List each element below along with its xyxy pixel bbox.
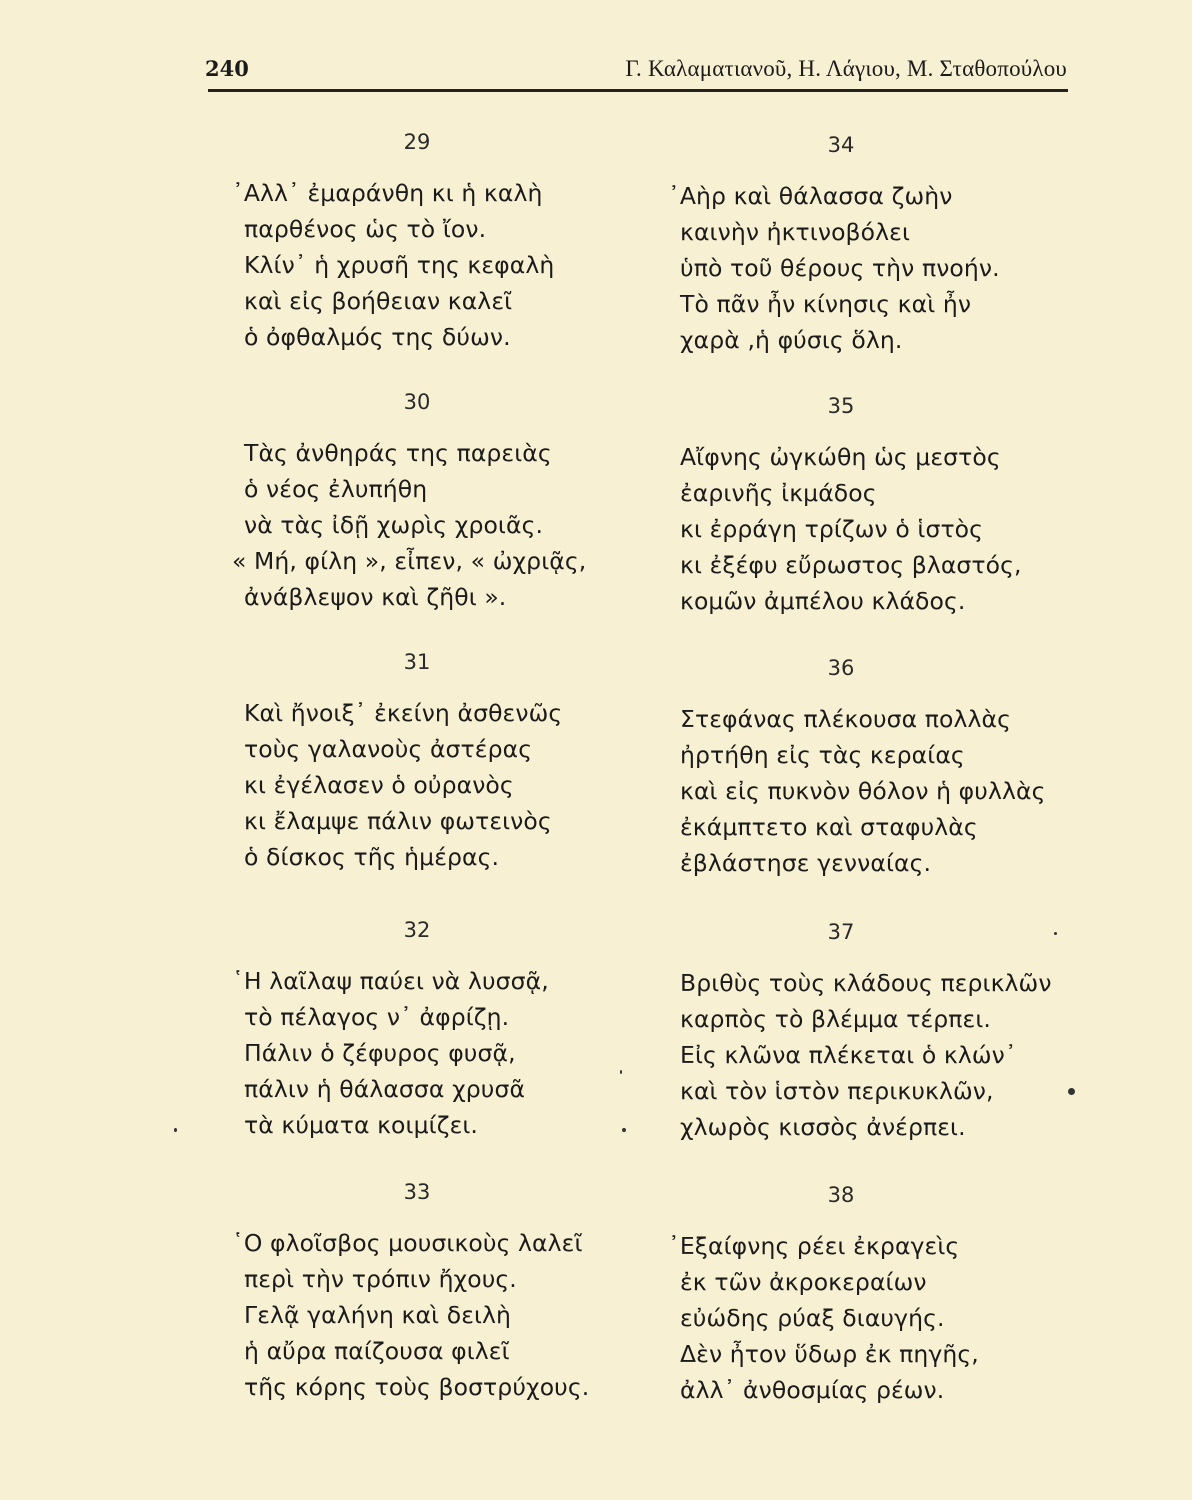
verse-line: Τὰς ἀνθηράς της παρειὰς [244, 439, 552, 467]
verse-line: καινὴν ἠκτινοβόλει [680, 218, 910, 246]
verse-line: καρπὸς τὸ βλέμμα τέρπει. [680, 1005, 991, 1033]
verse-line: κι ἐρράγη τρίζων ὁ ἱστὸς [680, 515, 984, 543]
verse-line: τὰ κύματα κοιμίζει. [244, 1111, 478, 1139]
running-title: Γ. Καλαματιανοῦ, Η. Λάγιου, Μ. Σταθοπούλου [625, 56, 1067, 81]
ink-speck [1054, 932, 1057, 935]
verse-line: ῾Η λαῖλαψ παύει νὰ λυσσᾷ, [232, 967, 549, 995]
verse-line: Εἰς κλῶνα πλέκεται ὁ κλών᾿ [680, 1041, 1017, 1069]
verse-line: χαρὰ ,ἡ φύσις ὅλη. [680, 326, 903, 354]
verse-line: τοὺς γαλανοὺς ἀστέρας [244, 735, 533, 763]
poem-number: 38 [827, 1183, 855, 1207]
poem-lines [668, 439, 1088, 619]
verse-line: χλωρὸς κισσὸς ἀνέρπει. [680, 1113, 966, 1141]
verse-line: ἐκ τῶν ἀκροκεραίων [680, 1268, 927, 1296]
ink-speck [174, 1128, 177, 1132]
verse-line: εὐώδης ρύαξ διαυγής. [680, 1304, 945, 1332]
verse-line: Πάλιν ὁ ζέφυρος φυσᾷ, [244, 1039, 516, 1067]
verse-line: ἐβλάστησε γενναίας. [680, 849, 932, 877]
poem-lines [668, 178, 1088, 358]
poem-number: 30 [403, 390, 431, 414]
verse-line: καὶ τὸν ἱστὸν περικυκλῶν, [680, 1077, 994, 1105]
verse-line: καὶ εἰς πυκνὸν θόλον ἡ φυλλὰς [680, 777, 1046, 805]
verse-line: κι ἐγέλασεν ὁ οὐρανὸς [244, 771, 514, 799]
verse-line: κι ἔλαμψε πάλιν φωτεινὸς [244, 807, 552, 835]
poem-number: 35 [827, 394, 855, 418]
verse-line: Γελᾷ γαλήνη καὶ δειλὴ [244, 1301, 512, 1329]
verse-line: τῆς κόρης τοὺς βοστρύχους. [244, 1373, 590, 1401]
verse-line: ὑπὸ τοῦ θέρους τὴν πνοήν. [680, 254, 1000, 282]
poem-lines [232, 963, 652, 1143]
verse-line: ἐαρινῆς ἰκμάδος [680, 479, 877, 507]
poem-number: 32 [403, 918, 431, 942]
page-header [205, 52, 1067, 92]
verse-line: τὸ πέλαγος ν᾿ ἀφρίζῃ. [244, 1003, 510, 1031]
verse-line: Στεφάνας πλέκουσα πολλὰς [680, 705, 1012, 733]
verse-line: παρθένος ὡς τὸ ἴον. [244, 215, 487, 243]
verse-line: ᾿Εξαίφνης ρέει ἐκραγεὶς [668, 1232, 960, 1260]
verse-line: νὰ τὰς ἰδῇ χωρὶς χροιᾶς. [244, 511, 544, 539]
poem-lines [232, 175, 652, 355]
verse-line: ἀλλ᾿ ἀνθοσμίας ρέων. [680, 1376, 945, 1404]
poem-lines [232, 695, 652, 875]
verse-line: ᾿Αλλ᾿ ἐμαράνθη κι ἡ καλὴ [232, 179, 543, 207]
verse-line: ὁ ὀφθαλμός της δύων. [244, 323, 511, 351]
verse-line: ἀνάβλεψον καὶ ζῆθι ». [244, 583, 507, 611]
poem-number: 34 [827, 133, 855, 157]
verse-line: ὁ δίσκος τῆς ἡμέρας. [244, 843, 500, 871]
verse-line: ἡ αὔρα παίζουσα φιλεῖ [244, 1337, 510, 1365]
verse-line: Βριθὺς τοὺς κλάδους περικλῶν [680, 969, 1052, 997]
poem-number: 33 [403, 1180, 431, 1204]
ink-speck [620, 1070, 622, 1074]
verse-line: ᾿Αὴρ καὶ θάλασσα ζωὴν [668, 182, 953, 210]
poem-number: 31 [403, 650, 431, 674]
verse-line: Κλίν᾿ ἡ χρυσῆ της κεφαλὴ [244, 251, 555, 279]
verse-line: ἠρτήθη εἰς τὰς κεραίας [680, 741, 965, 769]
verse-line: ῾Ο φλοῖσβος μουσικοὺς λαλεῖ [232, 1229, 583, 1257]
verse-line: « Μή, φίλη », εἶπεν, « ὠχριᾷς, [232, 547, 587, 575]
poem-number: 36 [827, 656, 855, 680]
verse-line: ἐκάμπτετο καὶ σταφυλὰς [680, 813, 978, 841]
poem-lines [668, 1228, 1088, 1408]
poem-number: 37 [827, 920, 855, 944]
verse-line: ὁ νέος ἐλυπήθη [244, 475, 428, 503]
verse-line: Δὲν ἦτον ὕδωρ ἐκ πηγῆς, [680, 1340, 979, 1368]
poem-lines [232, 1225, 652, 1405]
poem-lines [668, 965, 1088, 1145]
page-number: 240 [205, 56, 249, 81]
verse-line: κομῶν ἀμπέλου κλάδος. [680, 587, 966, 615]
verse-line: Αἴφνης ὠγκώθη ὡς μεστὸς [680, 443, 1001, 471]
poem-lines [232, 435, 652, 615]
verse-line: πάλιν ἡ θάλασσα χρυσᾶ [244, 1075, 526, 1103]
ink-speck [622, 1128, 626, 1132]
ink-speck [1068, 1088, 1075, 1095]
poem-number: 29 [403, 130, 431, 154]
poem-lines [668, 701, 1088, 881]
verse-line: Τὸ πᾶν ἦν κίνησις καὶ ἦν [680, 290, 972, 318]
verse-line: Καὶ ἤνοιξ᾿ ἐκείνη ἀσθενῶς [244, 699, 563, 727]
verse-line: κι ἐξέφυ εὔρωστος βλαστός, [680, 551, 1022, 579]
verse-line: καὶ εἰς βοήθειαν καλεῖ [244, 287, 513, 315]
header-rule [208, 89, 1068, 92]
verse-line: περὶ τὴν τρόπιν ἤχους. [244, 1265, 517, 1293]
